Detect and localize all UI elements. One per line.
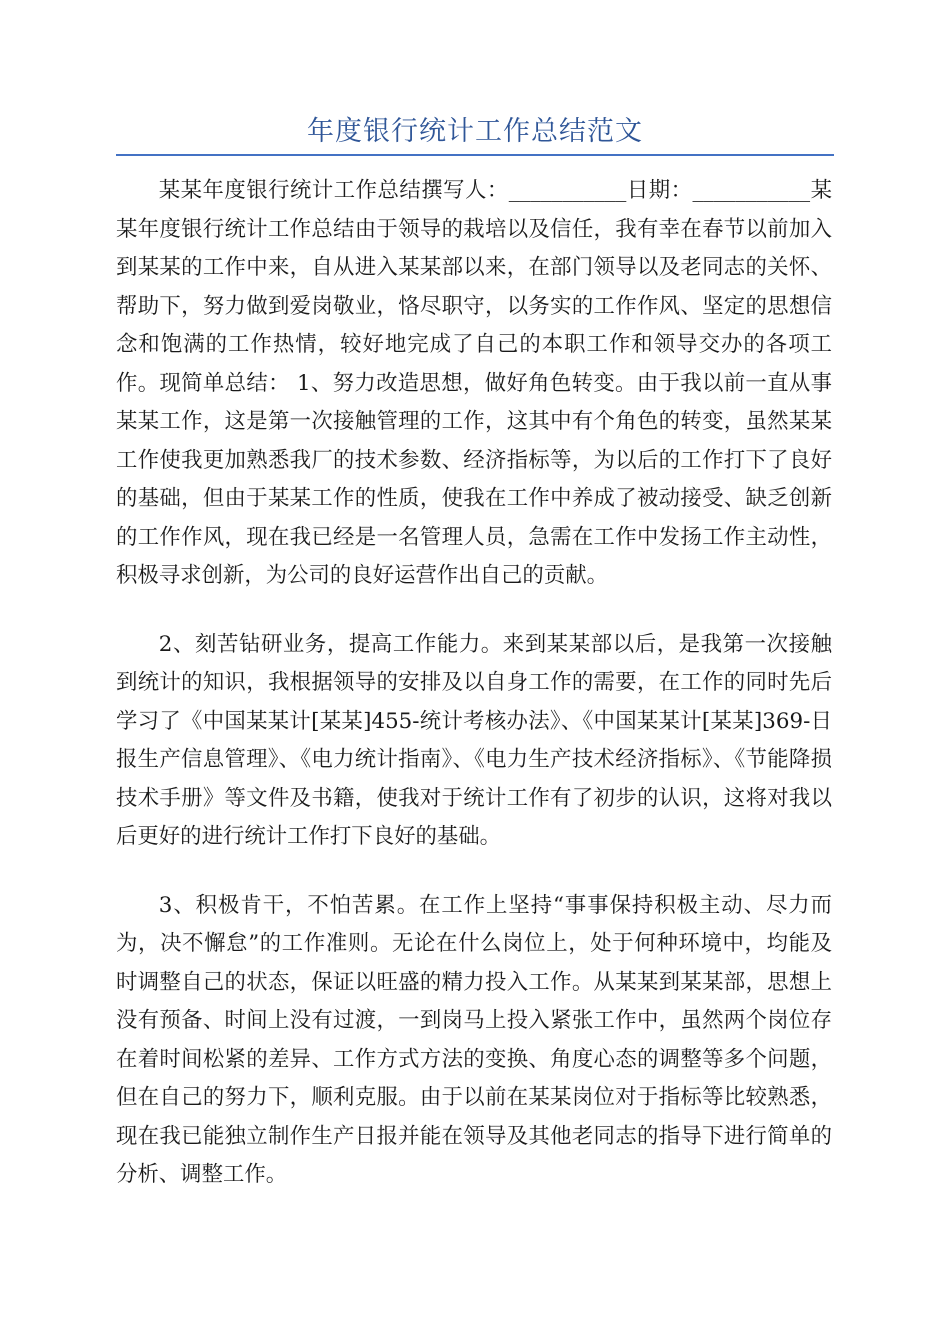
document-title: 年度银行统计工作总结范文 xyxy=(307,116,643,147)
title-underline xyxy=(116,154,834,156)
paragraph-study: 2、刻苦钻研业务，提高工作能力。来到某某部以后，是我第一次接触到统计的知识，我根据领导的安排及以自身工作的需要，在工作的同时先后学习了《中国某某计[某某]455-统计考核办法》、《中国某某计[某某]369-日报生产信息管理》、《电力统计指南》、《电力生产技术经济指标》、《节能降损技术手册》等文件及书籍，使我对于统计工作有了初步的认识，这将对我以后更好的进行统计工作打下良好的基础。 xyxy=(116,631,832,849)
paragraph-diligence: 3、积极肯干，不怕苦累。在工作上坚持“事事保持积极主动、尽力而为，决不懈怠”的工作准则。无论在什么岗位上，处于何种环境中，均能及时调整自己的状态，保证以旺盛的精力投入工作。从某某到某某部，思想上没有预备、时间上没有过渡，一到岗马上投入紧张工作中，虽然两个岗位存在着时间松紧的差异、工作方式方法的变换、角度心态的调整等多个问题，但在自己的努力下，顺利克服。由于以前在某某岗位对于指标等比较熟悉，现在我已能独立制作生产日报并能在领导及其他老同志的指导下进行简单的分析、调整工作。 xyxy=(116,892,832,1187)
paragraph-intro: 某某年度银行统计工作总结撰写人：___________日期：___________某某年度银行统计工作总结由于领导的栽培以及信任，我有幸在春节以前加入到某某的工作中来，自从进入某某部以来，在部门领导以及老同志的关怀、帮助下，努力做到爱岗敬业，恪尽职守，以务实的工作作风、坚定的思想信念和饱满的工作热情，较好地完成了自己的本职工作和领导交办的各项工作。现简单总结： 1、努力改造思想，做好角色转变。由于我以前一直从事某某工作，这是第一次接触管理的工作，这其中有个角色的转变，虽然某某工作使我更加熟悉我厂的技术参数、经济指标等，为以后的工作打下了良好的基础，但由于某某工作的性质，使我在工作中养成了被动接受、缺乏创新的工作作风，现在我已经是一名管理人员，急需在工作中发扬工作主动性，积极寻求创新，为公司的良好运营作出自己的贡献。 xyxy=(116,178,832,588)
document-body xyxy=(116,172,832,1195)
